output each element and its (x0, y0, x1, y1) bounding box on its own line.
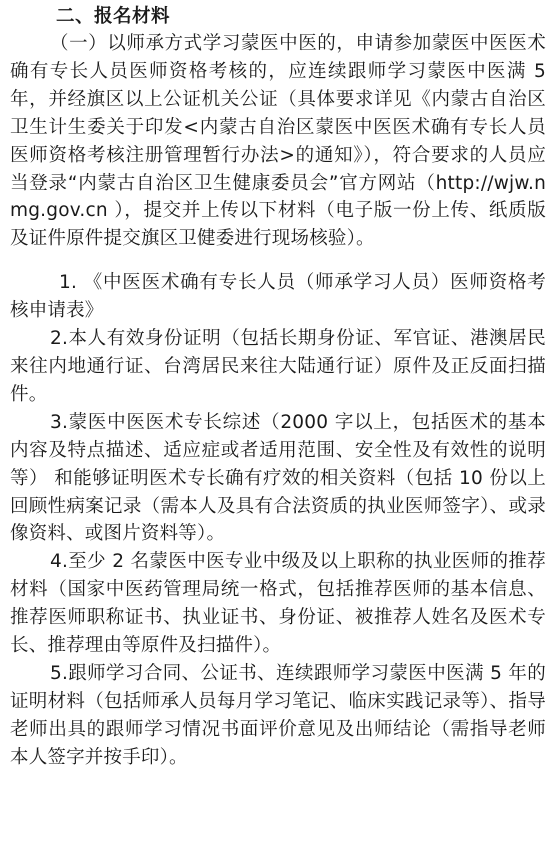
intro-paragraph: （一）以师承方式学习蒙医中医的，申请参加蒙医中医医术确有专长人员医师资格考核的，应连续跟师学习蒙医中医满 5 年，并经旗区以上公证机关公证（具体要求详见《内蒙古自治区卫生计生委关于印发<内蒙古自治区蒙医中医医术确有专长人员医师资格考核注册管理暂行办法>的通知》），符合要求的人员应当登录“内蒙古自治区卫生健康委员会”官方网站（http://wjw.nmg.gov.cn ），提交并上传以下材料（电子版一份上传、纸质版及证件原件提交旗区卫健委进行现场核验）。 (10, 33, 546, 250)
list-item-3: 3.蒙医中医医术专长综述（2000 字以上，包括医术的基本内容及特点描述、适应症或者适用范围、安全性及有效性的说明等） 和能够证明医术专长确有疗效的相关资料（包括 10 份以上回顾性病案记录（需本人及具有合法资质的执业医师签字）、或录像资料、或图片资料等）。 (10, 411, 546, 545)
list-item-2: 2.本人有效身份证明（包括长期身份证、军官证、港澳居民来往内地通行证、台湾居民来往大陆通行证）原件及正反面扫描件。 (10, 328, 546, 405)
list-item-5: 5.跟师学习合同、公证书、连续跟师学习蒙医中医满 5 年的证明材料（包括师承人员每月学习笔记、临床实践记录等）、指导老师出具的跟师学习情况书面评价意见及出师结论（需指导老师本人签字并按手印）。 (10, 662, 546, 768)
list-item-1: 1. 《中医医术确有专长人员（师承学习人员）医师资格考核申请表》 (10, 272, 546, 322)
list-item-4: 4.至少 2 名蒙医中医专业中级及以上职称的执业医师的推荐材料（国家中医药管理局统一格式，包括推荐医师的基本信息、推荐医师职称证书、执业证书、身份证、被推荐人姓名及医术专长、推荐理由等原件及扫描件）。 (10, 551, 546, 657)
paragraph-gap (10, 253, 546, 269)
section-heading: 二、报名材料 (56, 6, 171, 27)
